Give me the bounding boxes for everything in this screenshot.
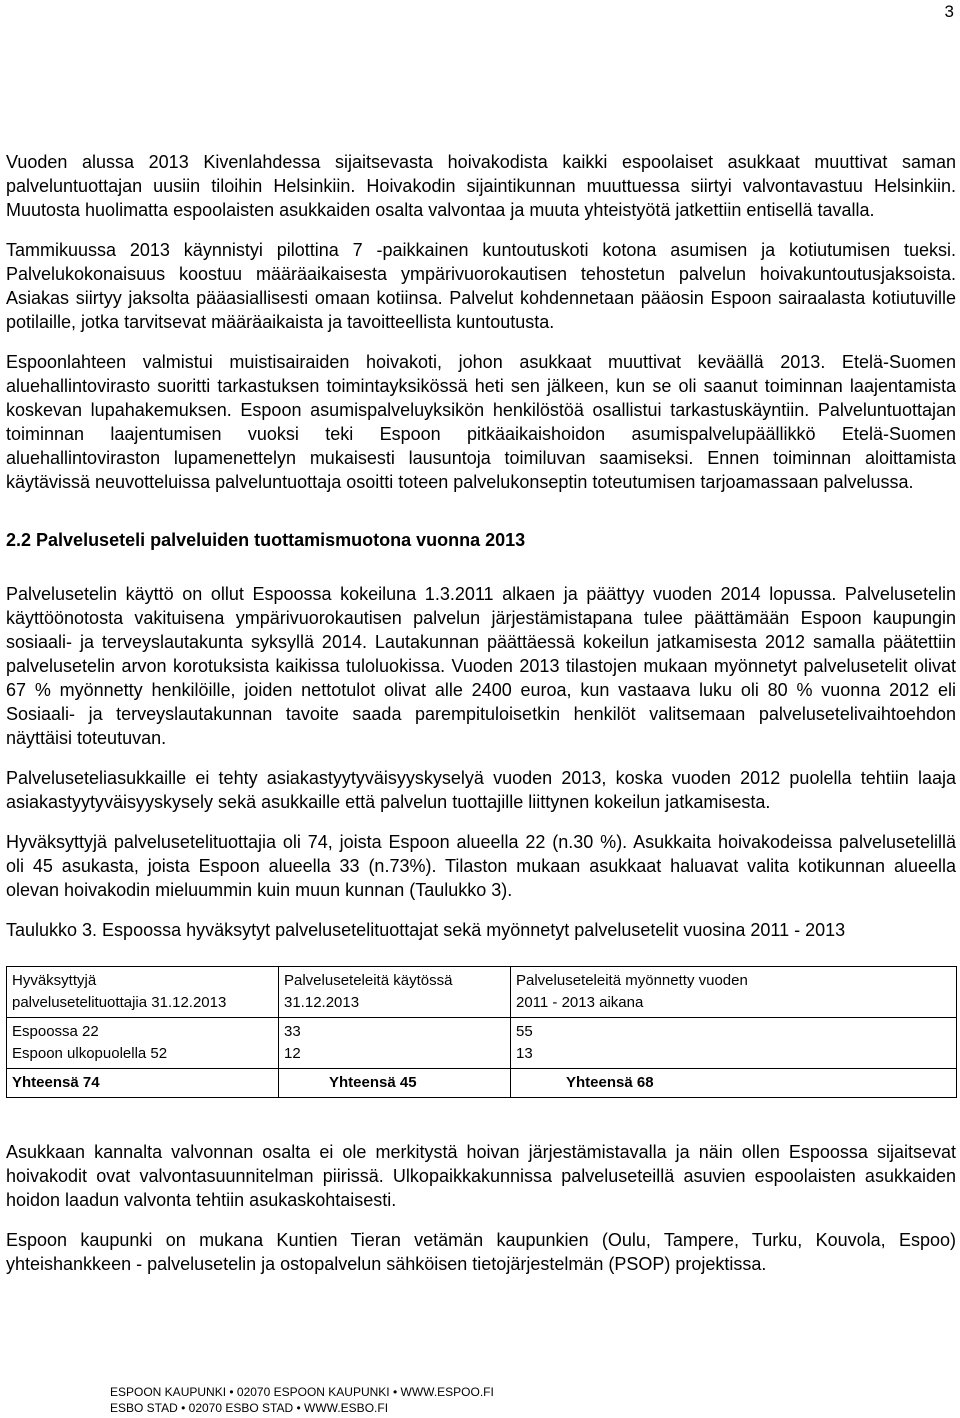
header-text: 2011 - 2013 aikana	[516, 994, 644, 1011]
header-cell-producers	[7, 967, 279, 1018]
table-cell	[7, 1018, 279, 1069]
header-text: Palveluseteleitä käytössä	[284, 972, 453, 989]
header-text: Palveluseteleitä	[516, 972, 622, 989]
cell-text: 33	[284, 1023, 301, 1040]
cell-text: 12	[284, 1045, 301, 1062]
paragraph-psop: Espoon kaupunki on mukana Kuntien Tieran vetämän kaupunkien (Oulu, Tampere, Turku, Kouvola, Espoo) yhteishankkeen - palvelusetelin ja ostopalvelun sähköisen tietojärjestelmän (PSOP) projektissa.	[6, 1230, 956, 1274]
table-caption: Taulukko 3. Espoossa hyväksytyt palvelusetelituottajat sekä myönnetyt palvelusetelit vuosina 2011 - 2013	[6, 920, 846, 940]
header-text-row	[516, 970, 952, 992]
page-footer	[110, 1384, 494, 1416]
voucher-table	[6, 966, 957, 1098]
section-heading: 2.2 Palveluseteli palveluiden tuottamismuotona vuonna 2013	[6, 530, 526, 550]
table-row	[7, 1018, 957, 1069]
total-cell: Yhteensä 45	[279, 1069, 511, 1098]
table-header-row	[7, 967, 957, 1018]
total-cell: Yhteensä 74	[7, 1069, 279, 1098]
footer-line-sv: ESBO STAD • 02070 ESBO STAD • WWW.ESBO.FI	[110, 1401, 389, 1415]
header-text: Hyväksyttyjä	[12, 972, 97, 989]
document-body	[6, 150, 956, 1276]
paragraph-valvonta: Asukkaan kannalta valvonnan osalta ei ole merkitystä hoivan järjestämistavalla ja näin ollen Espoossa sijaitsevat hoivakodit ovat valvontasuunnitelman piirissä. Ulkopaikkakunnissa palveluseteillä asuvien espoolaisten asukkaiden hoidon laadun valvonta tehtiin asukaskohtaisesti.	[6, 1142, 956, 1210]
page-number: 3	[944, 2, 954, 21]
paragraph-espoonlahti: Espoonlahteen valmistui muistisairaiden hoivakoti, johon asukkaat muuttivat keväällä 2013. Etelä-Suomen aluehallintovirasto suoritti tarkastuksen toimintayksikössä heti sen jälkeen, kun se oli saanut toiminnan laajentamista koskevan lupahakemuksen. Espoon asumispalveluyksikön henkilöstöä osallistui tarkastuskäyntiin. Palveluntuottajan toiminnan laajentumisen vuoksi teki Espoon pitkäaikaishoidon asumispalvelupäällikkö Etelä-Suomen aluehallintoviraston lupamenettelyn mukaisesti lausuntoja toimiluvan saamiseksi. Ennen toiminnan aloittamista käytävissä neuvotteluissa palveluntuottaja osoitti toteen palvelukonseptin toteutumisen tarjoamassaan palvelussa.	[6, 352, 956, 492]
header-cell-granted	[511, 967, 957, 1018]
header-cell-in-use	[279, 967, 511, 1018]
header-text: vuoden	[698, 972, 748, 989]
table-total-row	[7, 1069, 957, 1098]
paragraph-kivenlahti: Vuoden alussa 2013 Kivenlahdessa sijaitsevasta hoivakodista kaikki espoolaiset asukkaat muuttivat saman palveluntuottajan uusiin tiloihin Helsinkiin. Hoivakodin sijaintikunnan muuttuessa siirtyi valvontavastuu Helsinkiin. Muutosta huolimatta espoolaisten asukkaiden osalta valvontaa ja muuta yhteistyötä jatkettiin entisellä tavalla.	[6, 152, 956, 220]
paragraph-tuottajat: Hyväksyttyjä palvelusetelituottajia oli 74, joista Espoon alueella 22 (n.30 %). Asukkaita hoivakodeissa palvelusetelillä oli 45 asukasta, joista Espoon alueella 33 (n.73%). Tilaston mukaan asukkaat haluavat valita kotikunnan alueella olevan hoivakodin mieluummin kuin muun kunnan (Taulukko 3).	[6, 832, 956, 900]
paragraph-asiakastyytyvaisyys: Palveluseteliasukkaille ei tehty asiakastyytyväisyyskyselyä vuoden 2013, koska vuoden 2012 puolella tehtiin laaja asiakastyytyväisyyskysely sekä asukkaille että palvelun tuottajille liittynen kokeilun jatkamisesta.	[6, 768, 956, 812]
paragraph-palveluseteli-kokeilu: Palvelusetelin käyttö on ollut Espoossa kokeiluna 1.3.2011 alkaen ja päättyy vuoden 2014 lopussa. Palvelusetelin käyttöönotosta vakituisena ympärivuorokautisen palvelun järjestämistapana tulee päättämään Espoon kaupungin sosiaali- ja terveyslautakunta syksyllä 2014. Lautakunnan päättäessä kokeilun jatkamisesta 2012 samalla päätettiin palvelusetelin arvon korotuksista kaikissa tuloluokissa. Vuoden 2013 tilastojen mukaan myönnetyt palvelusetelit olivat 67 % myönnetty henkilöille, joiden nettotulot olivat alle 2400 euroa, kun vastaava luku oli 80 % vuonna 2012 eli Sosiaali- ja terveyslautakunnan tavoite saada parempituloisetkin henkilöt valitsemaan palvelusetelivaihtoehdon näyttäisi toteutuvan.	[6, 584, 956, 748]
header-text: palvelusetelituottajia 31.12.2013	[12, 994, 227, 1011]
paragraph-kuntoutuskoti: Tammikuussa 2013 käynnistyi pilottina 7 -paikkainen kuntoutuskoti kotona asumisen ja kotiutumisen tueksi. Palvelukokonaisuus koostuu määräaikaisesta ympärivuorokautisen tehostetun palvelun hoivakuntoutusjaksoista. Asiakas siirtyy jaksolta pääasiallisesti omaan kotiinsa. Palvelut kohdennetaan pääosin Espoon sairaalasta kotiutuville potilaille, jotka tarvitsevat määräaikaista ja tavoitteellista kuntoutusta.	[6, 240, 956, 332]
cell-text: Espoon ulkopuolella 52	[12, 1045, 168, 1062]
table-cell	[279, 1018, 511, 1069]
header-text: 31.12.2013	[284, 994, 360, 1011]
total-cell: Yhteensä 68	[511, 1069, 957, 1098]
footer-line-fi: ESPOON KAUPUNKI • 02070 ESPOON KAUPUNKI • WWW.ESPOO.FI	[110, 1385, 494, 1399]
cell-text: Espoossa 22	[12, 1023, 99, 1040]
cell-text: 55	[516, 1023, 533, 1040]
cell-text: 13	[516, 1045, 533, 1062]
header-text: myönnetty	[625, 972, 695, 989]
table-cell	[511, 1018, 957, 1069]
